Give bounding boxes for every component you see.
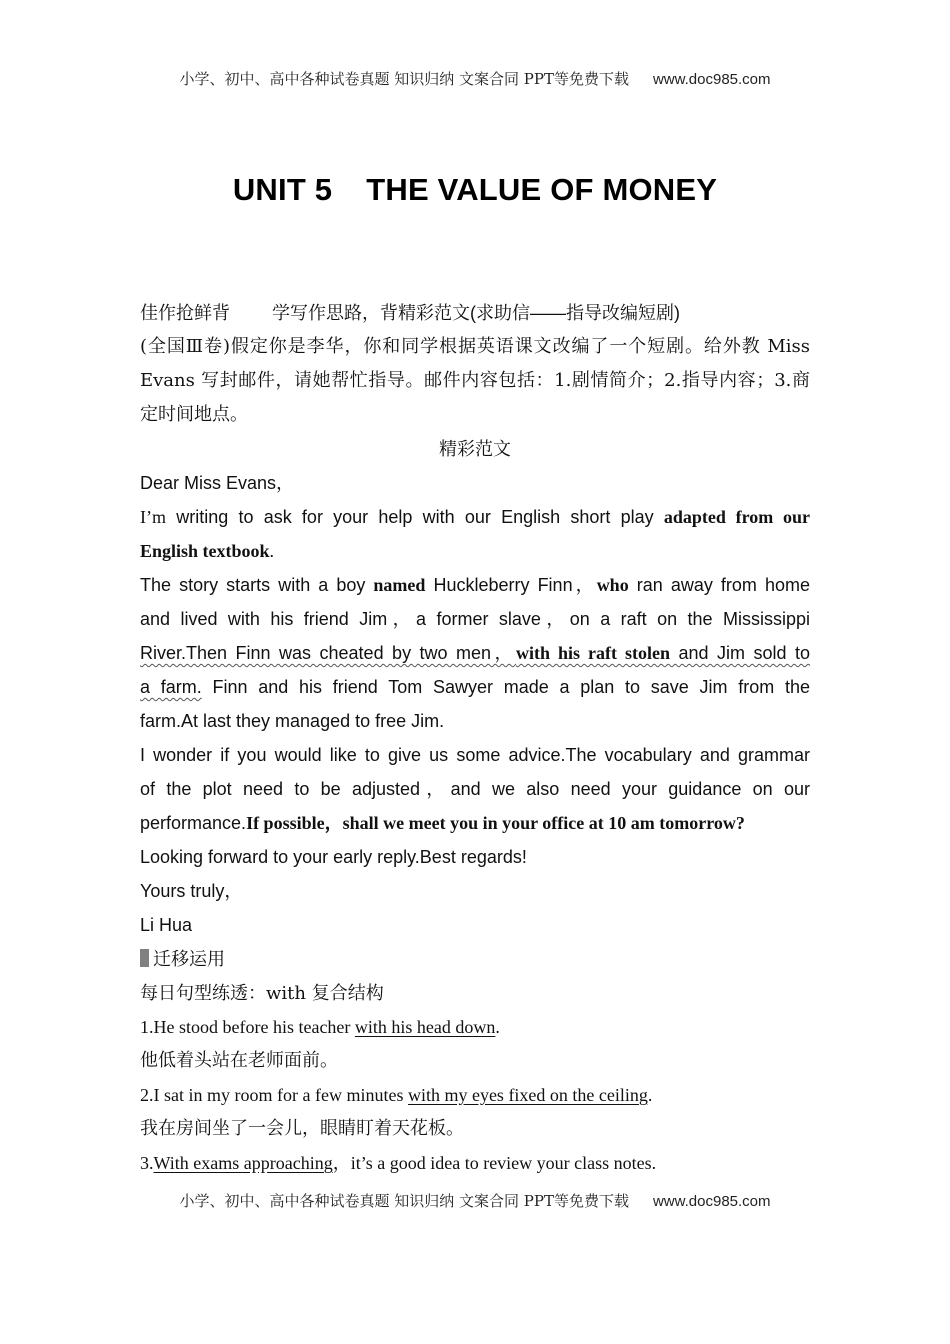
practice-heading: 迁移运用 xyxy=(153,949,225,969)
practice-item-2-translation: 我在房间坐了一会儿，眼睛盯着天花板。 xyxy=(140,1118,464,1139)
document-body xyxy=(140,296,810,1180)
letter-p4: Looking forward to your early reply.Best regards! xyxy=(140,847,527,867)
model-essay-heading: 精彩范文 xyxy=(439,439,511,459)
unit-number: UNIT 5 xyxy=(232,172,333,207)
letter-p3-line-1: I wonder if you would like to give us some advice.The vocabulary and grammar xyxy=(140,745,810,765)
letter-p2-line-1: The story starts with a boy named Huckleberry Finn，who ran away from home xyxy=(140,575,810,595)
practice-subheading: 每日句型练透：with 复合结构 xyxy=(140,983,384,1004)
letter-greeting: Dear Miss Evans， xyxy=(140,473,295,493)
practice-heading-line xyxy=(140,942,810,976)
letter-p2-line-4: a farm. Finn and his friend Tom Sawyer made a plan to save Jim from the xyxy=(140,677,810,697)
letter-p2-line-3: River.Then Finn was cheated by two men，with his raft stolen and Jim sold to xyxy=(140,643,810,663)
practice-item-1: 1.He stood before his teacher with his head down. xyxy=(140,1017,500,1037)
prompt-line-3: 定时间地点。 xyxy=(140,404,248,425)
letter-p3-line-2: of the plot need to be adjusted，and we also need your guidance on our xyxy=(140,779,810,799)
header-text: 小学、初中、高中各种试卷真题 知识归纳 文案合同 PPT等免费下载 xyxy=(179,70,629,88)
page-header xyxy=(0,68,950,89)
letter-p1-line-1: I’m writing to ask for your help with our English short play adapted from our xyxy=(140,507,810,527)
letter-p1-line-2: English textbook. xyxy=(140,541,275,561)
section-heading: 学写作思路，背精彩范文(求助信——指导改编短剧) xyxy=(272,303,680,323)
letter-p3-line-3: performance.If possible，shall we meet you in your office at 10 am tomorrow? xyxy=(140,813,745,833)
unit-title: THE VALUE OF MONEY xyxy=(366,172,718,207)
letter-closing: Yours truly， xyxy=(140,881,243,901)
section-header-line xyxy=(140,296,810,330)
header-url[interactable]: www.doc985.com xyxy=(652,71,771,88)
section-marker-icon xyxy=(140,949,149,967)
practice-item-3: 3.With exams approaching，it’s a good idea to review your class notes. xyxy=(140,1153,657,1173)
section-label: 佳作抢鲜背 xyxy=(140,303,230,324)
letter-p2-line-2: and lived with his friend Jim，a former slave，on a raft on the Mississippi xyxy=(140,609,810,629)
footer-text: 小学、初中、高中各种试卷真题 知识归纳 文案合同 PPT等免费下载 xyxy=(179,1192,629,1210)
footer-url[interactable]: www.doc985.com xyxy=(652,1193,771,1210)
page-footer xyxy=(0,1190,950,1211)
practice-item-2: 2.I sat in my room for a few minutes with my eyes fixed on the ceiling. xyxy=(140,1085,653,1105)
page-title xyxy=(0,172,950,208)
prompt-line-1: (全国Ⅲ卷)假定你是李华，你和同学根据英语课文改编了一个短剧。给外教 Miss xyxy=(140,336,810,357)
letter-signature: Li Hua xyxy=(140,915,193,935)
prompt-line-2: Evans 写封邮件，请她帮忙指导。邮件内容包括：1.剧情简介；2.指导内容；3.商 xyxy=(140,370,810,391)
practice-item-1-translation: 他低着头站在老师面前。 xyxy=(140,1050,338,1071)
letter-p2-line-5: farm.At last they managed to free Jim. xyxy=(140,711,445,731)
